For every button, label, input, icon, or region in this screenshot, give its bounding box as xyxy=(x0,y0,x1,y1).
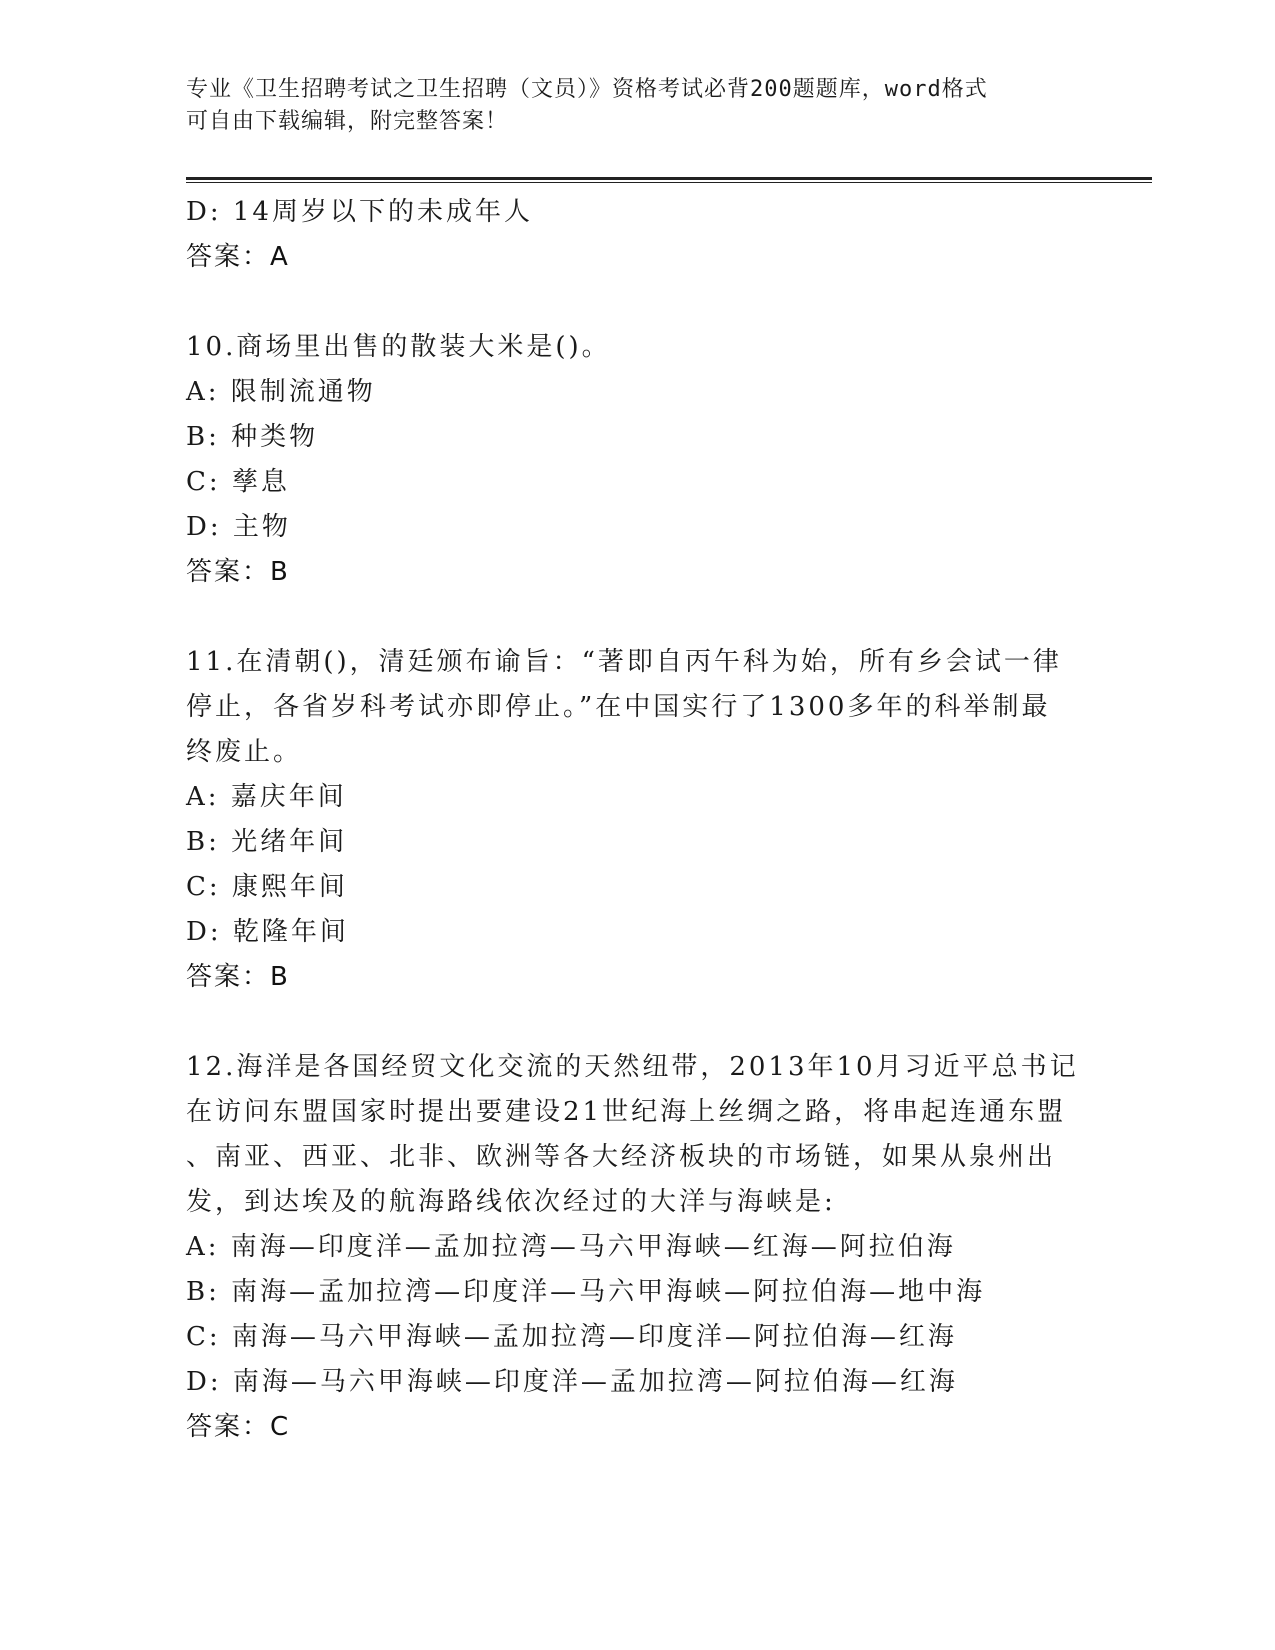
stem-line: 发，到达埃及的航海路线依次经过的大洋与海峡是: xyxy=(186,1187,836,1217)
carryover-question xyxy=(186,190,1086,280)
stem-line: 在访问东盟国家时提出要建设21世纪海上丝绸之路，将串起连通东盟 xyxy=(186,1097,1067,1127)
answer-line: 答案：B xyxy=(186,962,290,992)
option-c: C: 孳息 xyxy=(186,467,290,497)
answer-line: 答案：B xyxy=(186,557,290,587)
option-d: D: 主物 xyxy=(186,512,291,542)
header-line-2: 可自由下载编辑，附完整答案！ xyxy=(186,109,509,134)
header-divider-thin xyxy=(186,182,1152,183)
question-stem xyxy=(186,1045,1086,1225)
header-divider-thick xyxy=(186,177,1152,180)
option-d: D: 14周岁以下的未成年人 xyxy=(186,197,533,227)
stem-line: 终废止。 xyxy=(186,737,303,767)
spacer xyxy=(186,595,1086,640)
option-d: D: 南海—马六甲海峡—印度洋—孟加拉湾—阿拉伯海—红海 xyxy=(186,1367,958,1397)
question-stem xyxy=(186,325,1086,370)
option-a: A: 嘉庆年间 xyxy=(186,782,347,812)
question-11 xyxy=(186,640,1086,1000)
option-a: A: 限制流通物 xyxy=(186,377,376,407)
stem-line: 11.在清朝()，清廷颁布谕旨：“著即自丙午科为始，所有乡会试一律 xyxy=(186,647,1062,677)
question-10 xyxy=(186,325,1086,595)
question-list xyxy=(186,190,1086,1450)
spacer xyxy=(186,1000,1086,1045)
stem-line: 、南亚、西亚、北非、欧洲等各大经济板块的市场链，如果从泉州出 xyxy=(186,1142,1057,1172)
stem-line: 12.海洋是各国经贸文化交流的天然纽带，2013年10月习近平总书记 xyxy=(186,1052,1079,1082)
option-b: B: 南海—孟加拉湾—印度洋—马六甲海峡—阿拉伯海—地中海 xyxy=(186,1277,986,1307)
question-12 xyxy=(186,1045,1086,1450)
spacer xyxy=(186,280,1086,325)
header-line-1: 专业《卫生招聘考试之卫生招聘（文员）》资格考试必背200题题库，word格式 xyxy=(186,77,988,102)
stem-line: 停止，各省岁科考试亦即停止。”在中国实行了1300多年的科举制最 xyxy=(186,692,1051,722)
option-d: D: 乾隆年间 xyxy=(186,917,349,947)
option-b: B: 种类物 xyxy=(186,422,319,452)
option-a: A: 南海—印度洋—孟加拉湾—马六甲海峡—红海—阿拉伯海 xyxy=(186,1232,956,1262)
question-stem xyxy=(186,640,1086,775)
option-b: B: 光绪年间 xyxy=(186,827,348,857)
document-header xyxy=(186,74,1066,138)
answer-line: 答案：C xyxy=(186,1412,291,1442)
option-c: C: 康熙年间 xyxy=(186,872,348,902)
option-c: C: 南海—马六甲海峡—孟加拉湾—印度洋—阿拉伯海—红海 xyxy=(186,1322,957,1352)
stem-line: 10.商场里出售的散装大米是()。 xyxy=(186,332,611,362)
answer-line: 答案：A xyxy=(186,242,290,272)
